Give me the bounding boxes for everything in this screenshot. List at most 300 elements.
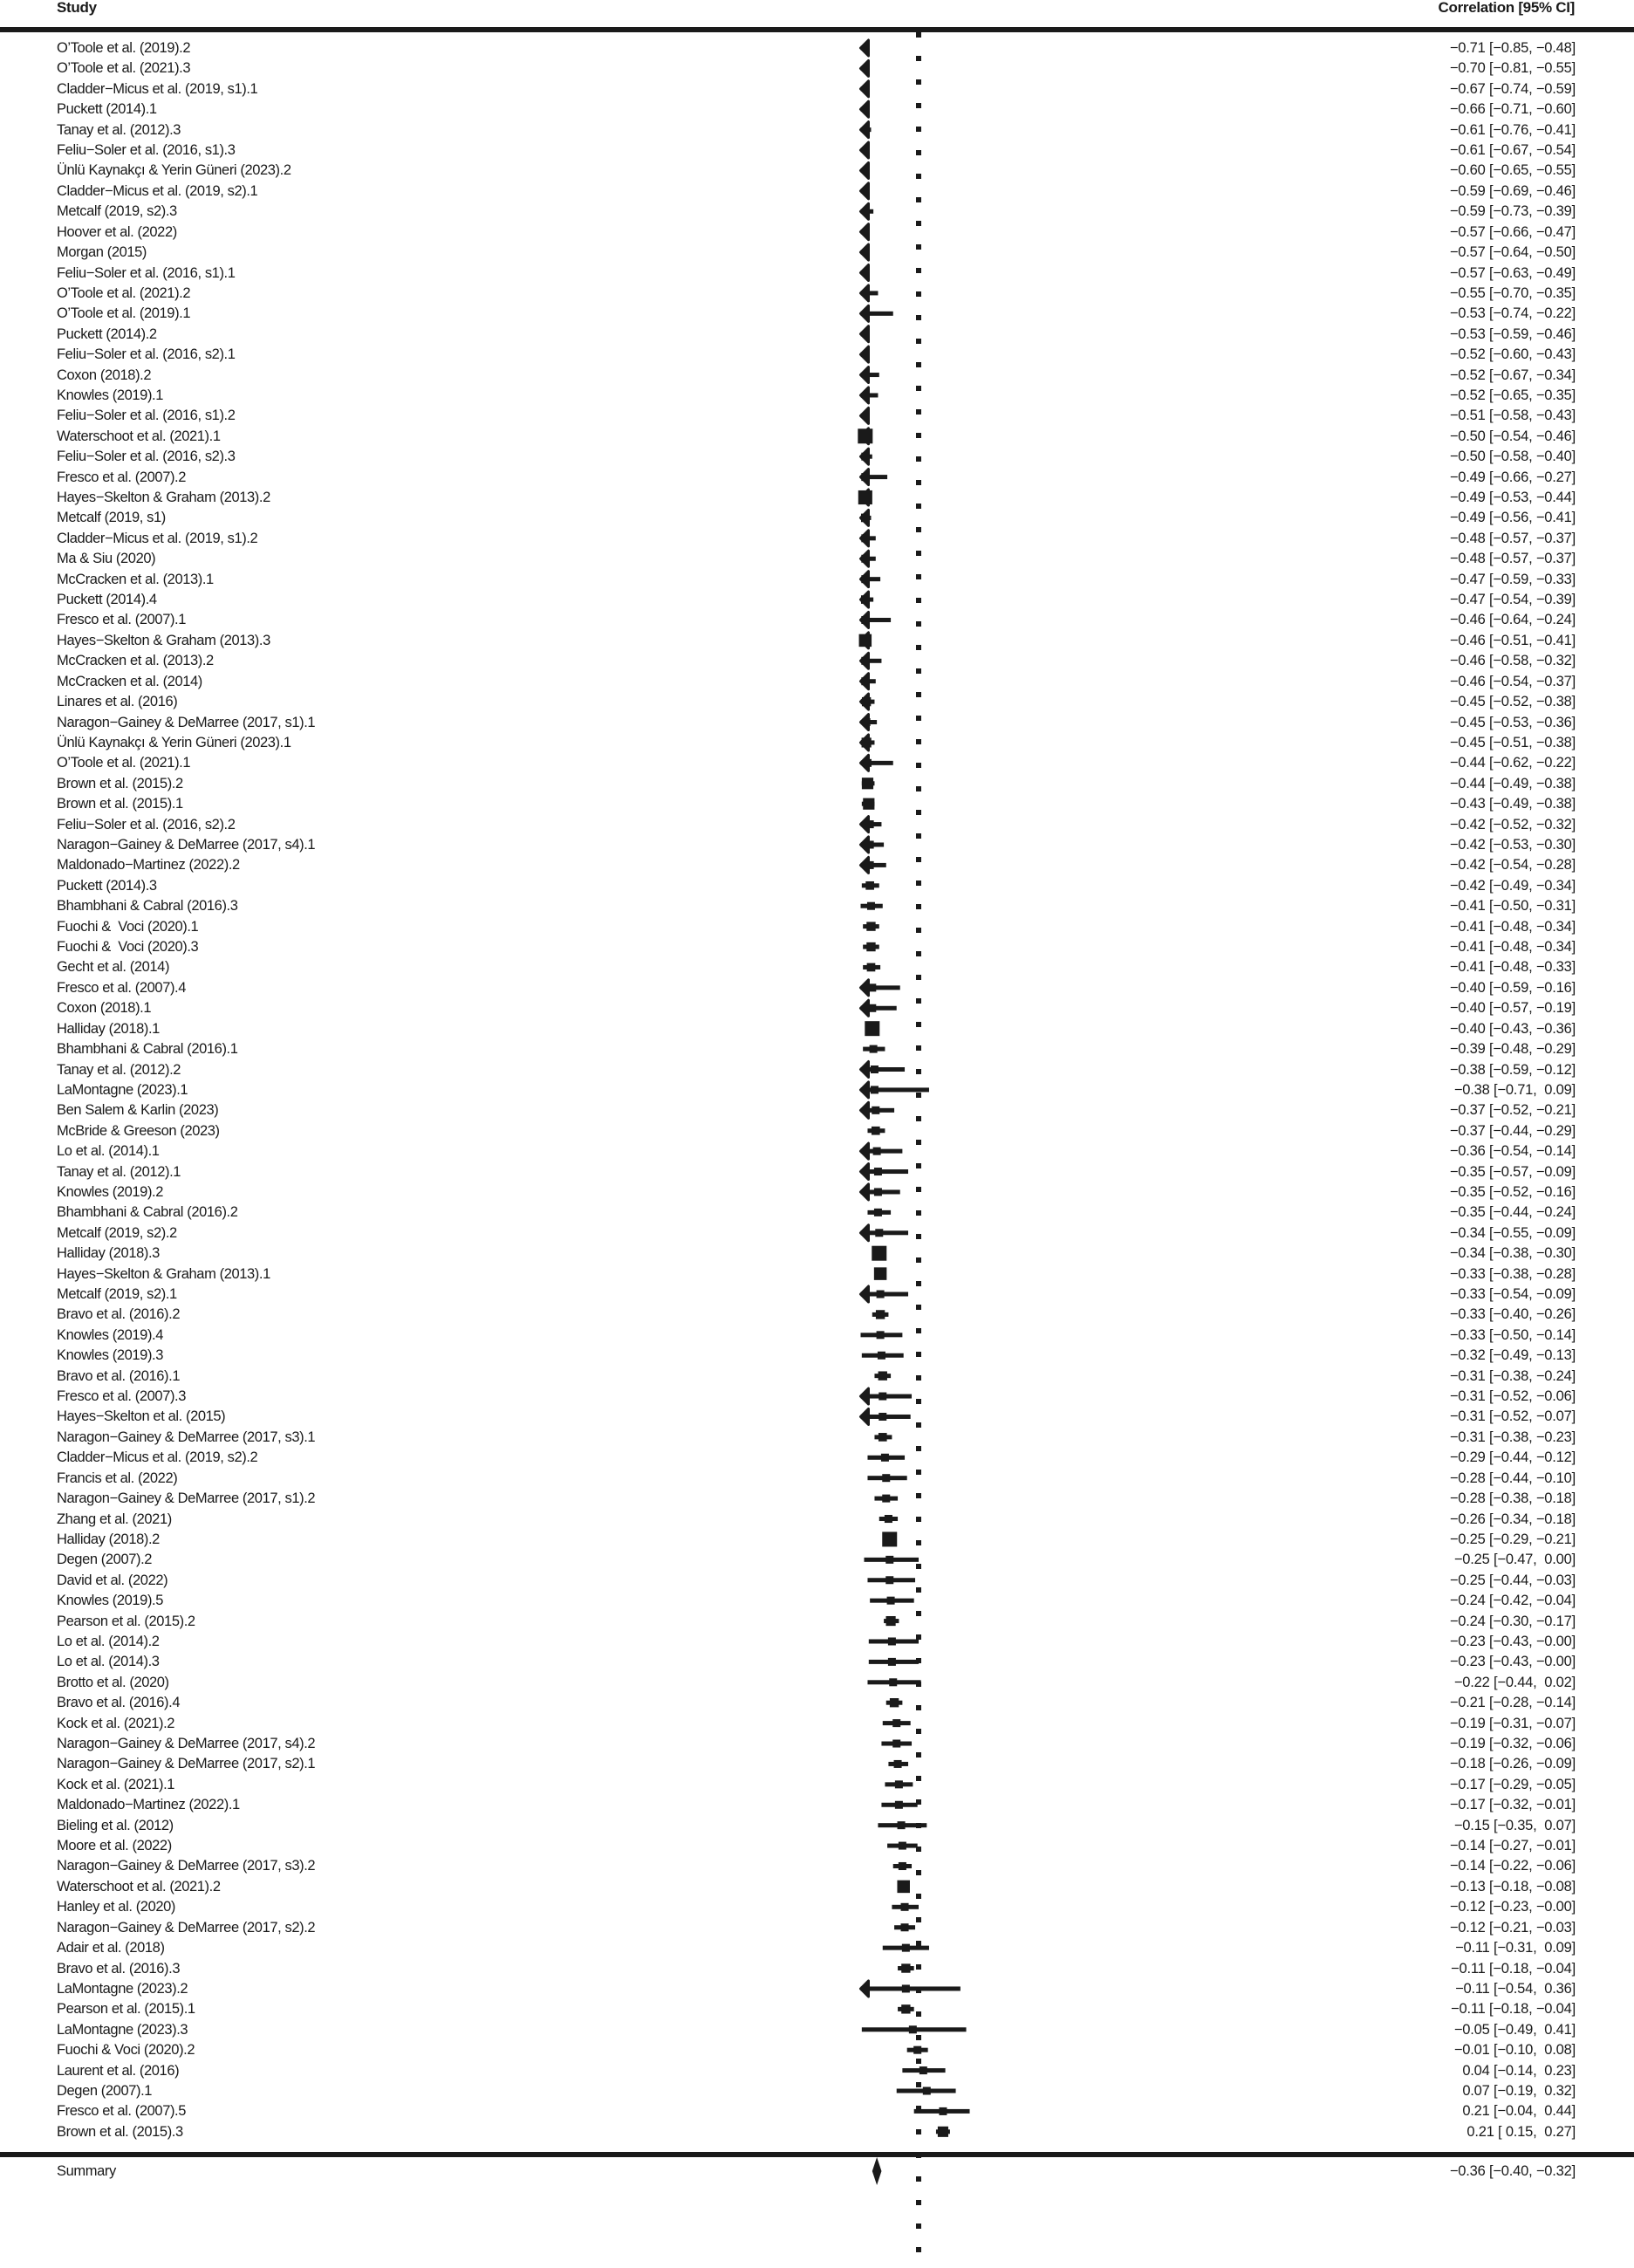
point-estimate — [861, 514, 870, 523]
ci-clip-arrow — [861, 1000, 869, 1016]
ci-line — [861, 414, 869, 418]
study-label: Puckett (2014).2 — [57, 325, 157, 342]
reference-line-dash — [916, 2106, 921, 2111]
correlation-column-header: Correlation [95% CI] — [1438, 0, 1575, 16]
reference-line-dash — [916, 1470, 921, 1475]
reference-line-dash — [916, 2129, 921, 2134]
study-label: Feliu−Soler et al. (2016, s2).2 — [57, 816, 236, 833]
study-label: Waterschoot et al. (2021).2 — [57, 1878, 221, 1895]
study-label: Feliu−Soler et al. (2016, s1).2 — [57, 408, 236, 424]
estimate-label: −0.42 [−0.49, −0.34] — [1449, 877, 1576, 894]
point-estimate — [872, 1107, 879, 1114]
ci-clip-arrow — [861, 1082, 869, 1098]
ci-line — [883, 1946, 929, 1950]
study-label: Naragon−Gainey & DeMarree (2017, s3).1 — [57, 1429, 316, 1445]
ci-clip-arrow — [861, 857, 869, 873]
ci-clip-arrow — [861, 531, 869, 546]
reference-line-dash — [916, 103, 921, 108]
ci-line — [861, 985, 900, 990]
ci-line — [861, 842, 885, 846]
ci-line — [861, 598, 874, 602]
study-label: Coxon (2018).1 — [57, 1000, 152, 1017]
ci-line — [861, 434, 865, 438]
ci-line — [861, 393, 879, 397]
ci-clip-arrow — [861, 305, 869, 321]
point-estimate — [877, 1291, 885, 1298]
estimate-label: −0.21 [−0.28, −0.14] — [1449, 1695, 1576, 1711]
point-estimate — [939, 2107, 947, 2115]
ci-line — [861, 761, 893, 765]
ci-line — [914, 2109, 970, 2114]
estimate-label: −0.61 [−0.67, −0.54] — [1449, 142, 1576, 159]
ci-line — [861, 1189, 900, 1194]
reference-line-dash — [916, 763, 921, 768]
ci-clip-arrow — [861, 367, 869, 383]
ci-line — [861, 557, 876, 561]
ci-line — [861, 1292, 909, 1297]
estimate-label: −0.31 [−0.38, −0.23] — [1449, 1429, 1576, 1445]
reference-line-dash — [916, 56, 921, 61]
reference-line-dash — [916, 456, 921, 462]
point-estimate — [894, 1760, 902, 1768]
estimate-label: −0.43 [−0.49, −0.38] — [1449, 796, 1576, 812]
estimate-label: −0.35 [−0.57, −0.09] — [1449, 1163, 1576, 1180]
study-label: Tanay et al. (2012).3 — [57, 121, 181, 138]
reference-line-dash — [916, 386, 921, 391]
ci-clip-arrow — [861, 408, 869, 423]
estimate-label: −0.40 [−0.57, −0.19] — [1449, 1000, 1576, 1017]
reference-line-dash — [916, 504, 921, 509]
reference-line-dash — [916, 150, 921, 155]
ci-clip-arrow — [861, 837, 869, 853]
point-estimate — [901, 1903, 909, 1911]
ci-line — [902, 2068, 945, 2073]
ci-line — [872, 1312, 889, 1317]
ci-line — [874, 1271, 885, 1276]
point-estimate — [892, 1719, 900, 1727]
reference-line-dash — [916, 833, 921, 839]
ci-line — [867, 1456, 905, 1460]
point-estimate — [913, 2046, 921, 2054]
ci-line — [861, 250, 862, 255]
estimate-label: −0.12 [−0.21, −0.03] — [1449, 1919, 1576, 1936]
estimate-label: −0.59 [−0.73, −0.39] — [1449, 203, 1576, 220]
study-label: Hayes−Skelton & Graham (2013).2 — [57, 490, 270, 506]
reference-line-dash — [916, 127, 921, 132]
estimate-label: −0.42 [−0.54, −0.28] — [1449, 857, 1576, 874]
reference-line-dash — [916, 1493, 921, 1498]
point-estimate — [878, 1352, 885, 1360]
estimate-label: −0.46 [−0.64, −0.24] — [1449, 612, 1576, 628]
study-label: Coxon (2018).2 — [57, 367, 152, 383]
point-estimate — [887, 1597, 895, 1605]
point-estimate — [938, 2127, 948, 2137]
estimate-label: −0.19 [−0.31, −0.07] — [1449, 1715, 1576, 1731]
estimate-label: −0.39 [−0.48, −0.29] — [1449, 1041, 1576, 1058]
reference-line-dash — [916, 1540, 921, 1545]
study-label: Pearson et al. (2015).2 — [57, 1613, 195, 1629]
ci-clip-arrow — [861, 817, 869, 833]
point-estimate — [897, 1881, 910, 1894]
ci-line — [867, 1680, 920, 1684]
point-estimate — [902, 1984, 910, 1992]
ci-clip-arrow — [861, 572, 869, 587]
point-estimate — [868, 983, 876, 991]
ci-line — [861, 720, 878, 724]
study-label: Bhambhani & Cabral (2016).3 — [57, 898, 238, 915]
study-label: McCracken et al. (2013).2 — [57, 653, 214, 669]
ci-line — [869, 1660, 919, 1664]
study-label: McCracken et al. (2013).1 — [57, 571, 214, 587]
ci-line — [861, 312, 893, 316]
estimate-label: −0.42 [−0.52, −0.32] — [1449, 816, 1576, 833]
reference-line-dash — [916, 2011, 921, 2017]
study-label: Hayes−Skelton & Graham (2013).1 — [57, 1265, 270, 1282]
ci-line — [861, 475, 888, 479]
reference-line-dash — [916, 1045, 921, 1051]
study-label: O’Toole et al. (2021).1 — [57, 755, 191, 771]
reference-line-dash — [916, 409, 921, 415]
ci-clip-arrow — [861, 1143, 869, 1159]
estimate-label: 0.04 [−0.14, 0.23] — [1462, 2062, 1576, 2079]
estimate-label: 0.07 [−0.19, 0.32] — [1462, 2083, 1576, 2099]
point-estimate — [877, 1331, 885, 1339]
point-estimate — [862, 697, 871, 706]
reference-line-dash — [916, 1870, 921, 1875]
estimate-label: −0.36 [−0.54, −0.14] — [1449, 1143, 1576, 1160]
reference-line-dash — [916, 786, 921, 791]
estimate-label: −0.22 [−0.44, 0.02] — [1453, 1674, 1576, 1690]
estimate-label: −0.38 [−0.71, 0.09] — [1453, 1081, 1576, 1098]
reference-line-dash — [916, 1847, 921, 1852]
estimate-label: −0.11 [−0.31, 0.09] — [1455, 1940, 1576, 1956]
ci-clip-arrow — [861, 81, 869, 97]
ci-clip-arrow — [861, 755, 869, 771]
estimate-label: −0.11 [−0.18, −0.04] — [1451, 1960, 1576, 1977]
estimate-label: −0.53 [−0.59, −0.46] — [1449, 325, 1576, 342]
study-label: Fuochi & Voci (2020).2 — [57, 2042, 195, 2059]
estimate-label: −0.40 [−0.59, −0.16] — [1449, 979, 1576, 996]
study-label: Degen (2007).2 — [57, 1552, 153, 1568]
estimate-label: −0.17 [−0.32, −0.01] — [1449, 1797, 1576, 1813]
estimate-label: −0.44 [−0.49, −0.38] — [1449, 775, 1576, 791]
study-label: Hoover et al. (2022) — [57, 223, 177, 240]
reference-line-dash — [916, 2082, 921, 2087]
ci-clip-arrow — [861, 387, 869, 403]
ci-line — [861, 679, 876, 683]
ci-clip-arrow — [861, 449, 869, 464]
ci-line — [861, 1333, 903, 1337]
point-estimate — [890, 1698, 899, 1707]
point-estimate — [865, 1021, 879, 1036]
point-estimate — [902, 1944, 910, 1952]
reference-line-dash — [916, 810, 921, 815]
ci-line — [861, 127, 872, 132]
estimate-label: −0.45 [−0.51, −0.38] — [1449, 734, 1576, 750]
point-estimate — [862, 737, 872, 747]
estimate-label: −0.67 [−0.74, −0.59] — [1449, 80, 1576, 97]
study-label: Maldonado−Martinez (2022).1 — [57, 1797, 240, 1813]
ci-line — [898, 1884, 909, 1888]
point-estimate — [866, 820, 874, 828]
study-column-header: Study — [57, 0, 97, 16]
ci-line — [862, 781, 875, 785]
point-estimate — [866, 840, 874, 848]
ci-clip-arrow — [861, 142, 869, 158]
ci-line — [861, 1415, 911, 1419]
reference-line-dash — [916, 244, 921, 250]
ci-clip-arrow — [861, 265, 869, 281]
study-label: O’Toole et al. (2019).2 — [57, 40, 191, 56]
point-estimate — [909, 2025, 917, 2033]
study-label: O’Toole et al. (2021).2 — [57, 284, 191, 301]
reference-line-dash — [916, 1305, 921, 1310]
estimate-label: −0.25 [−0.29, −0.21] — [1449, 1531, 1576, 1547]
estimate-label: −0.41 [−0.48, −0.33] — [1449, 959, 1576, 976]
ci-clip-arrow — [861, 40, 869, 56]
ci-line — [861, 516, 872, 520]
ci-clip-arrow — [861, 633, 869, 648]
estimate-label: −0.38 [−0.59, −0.12] — [1449, 1061, 1576, 1078]
point-estimate — [875, 1229, 883, 1237]
study-label: Waterschoot et al. (2021).1 — [57, 428, 221, 444]
estimate-label: −0.11 [−0.18, −0.04] — [1451, 2001, 1576, 2018]
point-estimate — [901, 1963, 910, 1972]
estimate-label: −0.12 [−0.23, −0.00] — [1449, 1899, 1576, 1915]
ci-line — [861, 188, 865, 193]
estimate-label: −0.29 [−0.44, −0.12] — [1449, 1449, 1576, 1466]
reference-line-dash — [916, 951, 921, 956]
estimate-label: −0.35 [−0.44, −0.24] — [1449, 1204, 1576, 1221]
ci-line — [869, 1639, 919, 1643]
estimate-label: −0.33 [−0.38, −0.28] — [1449, 1265, 1576, 1282]
point-estimate — [859, 634, 872, 648]
estimate-label: −0.41 [−0.48, −0.34] — [1449, 939, 1576, 956]
ci-clip-arrow — [861, 674, 869, 689]
ci-line — [861, 822, 882, 826]
ci-line — [936, 2129, 950, 2134]
estimate-label: −0.35 [−0.52, −0.16] — [1449, 1183, 1576, 1200]
estimate-label: −0.48 [−0.57, −0.37] — [1449, 530, 1576, 546]
point-estimate — [885, 1576, 893, 1584]
reference-line-dash — [916, 1587, 921, 1593]
ci-clip-arrow — [861, 612, 869, 627]
study-label: O’Toole et al. (2021).3 — [57, 60, 191, 77]
reference-line-dash — [916, 621, 921, 627]
ci-line — [881, 1742, 912, 1746]
study-label: Pearson et al. (2015).1 — [57, 2001, 195, 2018]
ci-line — [885, 1782, 913, 1786]
estimate-label: −0.52 [−0.67, −0.34] — [1449, 367, 1576, 383]
study-label: Feliu−Soler et al. (2016, s1).3 — [57, 142, 236, 159]
ci-line — [886, 1701, 903, 1705]
point-estimate — [866, 942, 875, 951]
ci-clip-arrow — [861, 224, 869, 240]
point-estimate — [874, 1188, 882, 1196]
estimate-label: −0.41 [−0.50, −0.31] — [1449, 898, 1576, 915]
ci-line — [867, 1210, 891, 1215]
ci-line — [861, 455, 872, 459]
ci-line — [861, 618, 892, 622]
ci-line — [879, 1517, 898, 1521]
point-estimate — [899, 1862, 906, 1870]
ci-line — [878, 1823, 926, 1827]
ci-clip-arrow — [861, 1388, 869, 1404]
point-estimate — [870, 1045, 878, 1053]
reference-line-dash — [916, 174, 921, 179]
estimate-label: −0.32 [−0.49, −0.13] — [1449, 1347, 1576, 1364]
study-label: LaMontagne (2023).2 — [57, 1980, 188, 1997]
study-label: Ben Salem & Karlin (2023) — [57, 1102, 219, 1119]
estimate-label: −0.40 [−0.43, −0.36] — [1449, 1020, 1576, 1037]
ci-line — [874, 1497, 898, 1501]
ci-line — [861, 659, 882, 663]
top-rule — [0, 27, 1634, 32]
study-label: McCracken et al. (2014) — [57, 673, 202, 689]
ci-line — [861, 863, 886, 867]
study-label: Bhambhani & Cabral (2016).1 — [57, 1041, 238, 1058]
ci-line — [861, 353, 869, 357]
point-estimate — [861, 534, 869, 542]
ci-clip-arrow — [861, 285, 869, 301]
study-label: Linares et al. (2016) — [57, 694, 178, 710]
study-label: Kock et al. (2021).2 — [57, 1715, 175, 1731]
reference-line-dash — [916, 1658, 921, 1663]
ci-clip-arrow — [861, 1184, 869, 1200]
reference-line-dash — [916, 79, 921, 85]
estimate-label: −0.31 [−0.52, −0.07] — [1449, 1408, 1576, 1425]
point-estimate — [861, 575, 869, 583]
point-estimate — [861, 657, 869, 665]
ci-line — [861, 904, 883, 908]
reference-line-dash — [916, 1799, 921, 1805]
study-label: Metcalf (2019, s2).3 — [57, 203, 177, 220]
ci-clip-arrow — [861, 1981, 869, 1997]
ci-clip-arrow — [861, 1408, 869, 1424]
ci-line — [861, 638, 872, 642]
ci-line — [861, 107, 862, 112]
reference-line-dash — [916, 668, 921, 674]
study-label: Bravo et al. (2016).4 — [57, 1695, 181, 1711]
study-label: Knowles (2019).3 — [57, 1347, 164, 1364]
study-label: Morgan (2015) — [57, 244, 147, 261]
point-estimate — [879, 1433, 887, 1442]
estimate-label: −0.57 [−0.63, −0.49] — [1449, 264, 1576, 281]
point-estimate — [901, 1923, 909, 1931]
study-label: Gecht et al. (2014) — [57, 959, 170, 976]
estimate-label: −0.66 [−0.71, −0.60] — [1449, 101, 1576, 118]
estimate-label: −0.55 [−0.70, −0.35] — [1449, 284, 1576, 301]
point-estimate — [861, 453, 869, 461]
ci-line — [887, 1844, 918, 1848]
ci-clip-arrow — [861, 183, 869, 199]
point-estimate — [899, 1842, 906, 1850]
study-label: Bravo et al. (2016).3 — [57, 1960, 181, 1977]
ci-line — [874, 1374, 891, 1378]
study-label: Cladder−Micus et al. (2019, s2).1 — [57, 182, 258, 199]
summary-rule — [0, 2152, 1634, 2157]
estimate-label: −0.70 [−0.81, −0.55] — [1449, 60, 1576, 77]
estimate-label: −0.52 [−0.60, −0.43] — [1449, 346, 1576, 363]
study-label: LaMontagne (2023).1 — [57, 1081, 188, 1098]
estimate-label: −0.52 [−0.65, −0.35] — [1449, 387, 1576, 403]
estimate-label: −0.61 [−0.76, −0.41] — [1449, 121, 1576, 138]
ci-line — [874, 1251, 884, 1256]
reference-line-dash — [916, 32, 921, 38]
reference-line-dash — [916, 1988, 921, 1993]
estimate-label: −0.24 [−0.42, −0.04] — [1449, 1593, 1576, 1609]
ci-line — [861, 1394, 913, 1399]
study-label: Naragon−Gainey & DeMarree (2017, s1).2 — [57, 1490, 316, 1507]
ci-line — [861, 373, 879, 377]
estimate-label: −0.28 [−0.44, −0.10] — [1449, 1470, 1576, 1486]
ci-line — [861, 1149, 903, 1154]
estimate-label: −0.48 [−0.57, −0.37] — [1449, 551, 1576, 567]
reference-line-dash — [916, 880, 921, 886]
study-label: Puckett (2014).3 — [57, 877, 157, 894]
point-estimate — [872, 1246, 886, 1261]
reference-line-dash — [916, 1634, 921, 1640]
study-label: Knowles (2019).5 — [57, 1593, 164, 1609]
ci-line — [867, 1578, 915, 1582]
estimate-label: −0.31 [−0.52, −0.06] — [1449, 1388, 1576, 1405]
study-label: Francis et al. (2022) — [57, 1470, 178, 1486]
estimate-label: −0.41 [−0.48, −0.34] — [1449, 918, 1576, 935]
estimate-label: −0.05 [−0.49, 0.41] — [1453, 2021, 1576, 2038]
reference-line-dash — [916, 1517, 921, 1522]
ci-line — [907, 2048, 928, 2052]
ci-line — [861, 230, 865, 234]
estimate-label: −0.49 [−0.53, −0.44] — [1449, 490, 1576, 506]
reference-line-dash — [916, 315, 921, 320]
estimate-label: −0.60 [−0.65, −0.55] — [1449, 162, 1576, 179]
point-estimate — [873, 1148, 881, 1155]
study-label: Fresco et al. (2007).1 — [57, 612, 187, 628]
ci-line — [861, 1986, 961, 1990]
study-label: Knowles (2019).1 — [57, 387, 164, 403]
reference-line-dash — [916, 1422, 921, 1428]
reference-line-dash — [916, 692, 921, 697]
reference-line-dash — [916, 527, 921, 532]
ci-line — [861, 209, 874, 214]
point-estimate — [888, 1637, 896, 1645]
study-label: Feliu−Soler et al. (2016, s2).3 — [57, 449, 236, 465]
reference-line-dash — [916, 1281, 921, 1286]
study-label: Cladder−Micus et al. (2019, s1).2 — [57, 530, 258, 546]
point-estimate — [861, 555, 869, 563]
reference-line-dash — [916, 1964, 921, 1970]
ci-line — [861, 536, 876, 540]
point-estimate — [874, 1209, 882, 1216]
ci-line — [861, 577, 881, 581]
point-estimate — [885, 1556, 893, 1564]
ci-clip-arrow — [861, 653, 869, 668]
ci-line — [863, 945, 879, 949]
ci-line — [863, 965, 880, 970]
ci-clip-arrow — [861, 428, 869, 444]
study-label: Feliu−Soler et al. (2016, s2).1 — [57, 346, 236, 363]
estimate-label: −0.50 [−0.54, −0.46] — [1449, 428, 1576, 444]
study-label: Fresco et al. (2007).4 — [57, 979, 187, 996]
study-label: Brown et al. (2015).1 — [57, 796, 183, 812]
estimate-label: −0.24 [−0.30, −0.17] — [1449, 1613, 1576, 1629]
estimate-label: −0.37 [−0.52, −0.21] — [1449, 1102, 1576, 1119]
reference-line-dash — [916, 1163, 921, 1168]
study-label: Bravo et al. (2016).2 — [57, 1306, 181, 1323]
ci-clip-arrow — [861, 510, 869, 525]
point-estimate — [861, 677, 869, 685]
reference-line-dash — [916, 1446, 921, 1451]
